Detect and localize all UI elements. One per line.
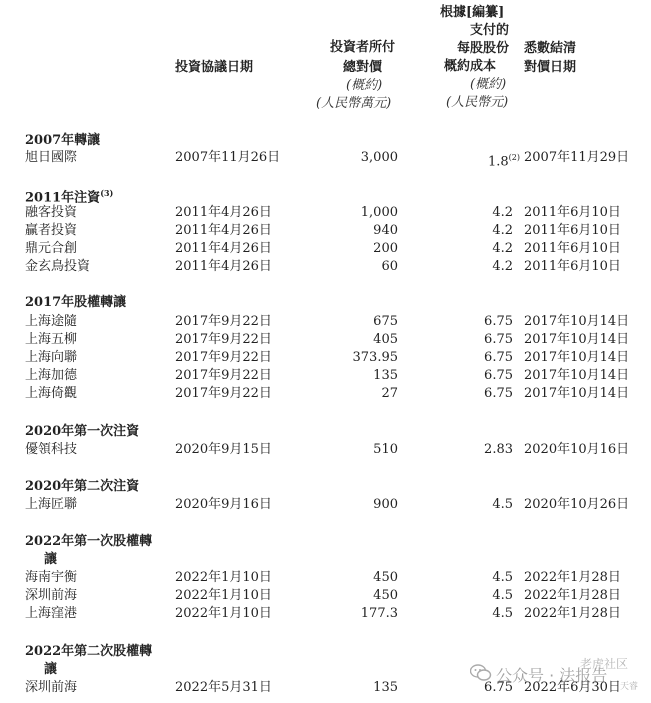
total-consideration: 27	[381, 386, 398, 401]
total-consideration: 135	[373, 680, 398, 695]
header-date: 投資協議日期	[175, 60, 254, 75]
investor-name: 上海倚觀	[25, 386, 78, 401]
total-consideration: 60	[381, 259, 398, 274]
investor-name: 優領科技	[25, 442, 78, 457]
header-total-line1: 投資者所付	[330, 40, 396, 55]
settlement-date: 2020年10月26日	[524, 497, 630, 512]
total-consideration: 373.95	[352, 350, 398, 365]
agreement-date: 2011年4月26日	[175, 259, 272, 274]
investor-name: 上海向聯	[25, 350, 78, 365]
investor-name: 上海五柳	[25, 332, 78, 347]
settlement-date: 2020年10月16日	[524, 442, 630, 457]
investor-name: 上海加德	[25, 368, 78, 383]
settlement-date: 2017年10月14日	[524, 368, 630, 383]
total-consideration: 450	[373, 570, 398, 585]
total-consideration: 450	[373, 588, 398, 603]
header-settle-line2: 對價日期	[524, 60, 577, 75]
agreement-date: 2017年9月22日	[175, 386, 272, 401]
investor-name: 上海途隨	[25, 314, 78, 329]
agreement-date: 2017年9月22日	[175, 350, 272, 365]
per-share-cost: 1.8$^{(2)}$	[487, 153, 520, 170]
agreement-date: 2017年9月22日	[175, 332, 272, 347]
per-share-cost: 4.2	[492, 205, 513, 220]
total-consideration: 900	[373, 497, 398, 512]
agreement-date: 2011年4月26日	[175, 223, 272, 238]
header-per-line5: (概約)	[470, 77, 507, 92]
header-total-line4: (人民幣萬元)	[316, 96, 392, 111]
agreement-date: 2011年4月26日	[175, 241, 272, 256]
section-title: 2007年轉讓	[25, 133, 101, 148]
watermark-community: 老虎社区	[580, 657, 629, 671]
investor-name: 深圳前海	[25, 588, 78, 603]
footnote-mark: (3)	[100, 188, 114, 198]
investor-name: 上海匠聯	[25, 497, 78, 512]
section-title: 2011年注資$^{(3)}$	[25, 188, 114, 206]
total-consideration: 135	[373, 368, 398, 383]
per-share-cost: 4.2	[492, 223, 513, 238]
agreement-date: 2020年9月16日	[175, 497, 272, 512]
agreement-date: 2020年9月15日	[175, 442, 272, 457]
per-share-cost: 2.83	[484, 442, 513, 457]
total-consideration: 1,000	[360, 205, 398, 220]
wechat-icon	[470, 663, 492, 683]
section-title: 2022年第二次股權轉	[25, 644, 153, 659]
settlement-date: 2007年11月29日	[524, 150, 630, 165]
per-share-cost: 4.5	[492, 570, 513, 585]
agreement-date: 2007年11月26日	[175, 150, 281, 165]
investor-name: 深圳前海	[25, 680, 78, 695]
section-title-continued: 讓	[44, 662, 58, 677]
total-consideration: 3,000	[360, 150, 398, 165]
investor-name: 旭日國際	[25, 150, 78, 165]
total-consideration: 940	[373, 223, 398, 238]
watermark	[470, 655, 650, 695]
per-share-cost: 6.75	[484, 314, 513, 329]
settlement-date: 2017年10月14日	[524, 386, 630, 401]
footnote-mark: (2)	[508, 153, 520, 162]
agreement-date: 2022年1月10日	[175, 588, 272, 603]
settlement-date: 2011年6月10日	[524, 259, 621, 274]
investor-name: 金玄鳥投資	[25, 259, 91, 274]
section-title: 2020年第二次注資	[25, 479, 140, 494]
investor-name: 海南宇衡	[25, 570, 78, 585]
investor-name: 鼎元合創	[25, 241, 78, 256]
agreement-date: 2022年1月10日	[175, 570, 272, 585]
settlement-date: 2011年6月10日	[524, 205, 621, 220]
settlement-date: 2017年10月14日	[524, 350, 630, 365]
per-share-cost: 4.2	[492, 259, 513, 274]
per-share-cost: 6.75	[484, 332, 513, 347]
settlement-date: 2022年1月28日	[524, 588, 621, 603]
agreement-date: 2022年1月10日	[175, 606, 272, 621]
settlement-date: 2022年1月28日	[524, 606, 621, 621]
section-title: 2020年第一次注資	[25, 424, 140, 439]
header-total-line3: (概約)	[346, 78, 383, 93]
header-per-line3: 每股股份	[457, 41, 510, 56]
agreement-date: 2017年9月22日	[175, 314, 272, 329]
total-consideration: 200	[373, 241, 398, 256]
settlement-date: 2022年1月28日	[524, 570, 621, 585]
section-title: 2017年股權轉讓	[25, 295, 127, 310]
investor-name: 融客投資	[25, 205, 78, 220]
settlement-date: 2011年6月10日	[524, 223, 621, 238]
header-settle-line1: 悉數結清	[524, 41, 577, 56]
per-share-cost: 6.75	[484, 350, 513, 365]
agreement-date: 2017年9月22日	[175, 368, 272, 383]
header-total-line2: 總對價	[343, 60, 383, 75]
settlement-date: 2017年10月14日	[524, 314, 630, 329]
settlement-date: 2022年6月30日	[524, 680, 621, 695]
per-share-cost: 6.75	[484, 386, 513, 401]
settlement-date: 2017年10月14日	[524, 332, 630, 347]
per-share-cost: 4.2	[492, 241, 513, 256]
investor-name: 贏者投資	[25, 223, 78, 238]
per-share-cost: 4.5	[492, 497, 513, 512]
total-consideration: 675	[373, 314, 398, 329]
header-per-line1: 根據[編纂]	[440, 5, 505, 20]
section-title-continued: 讓	[44, 552, 58, 567]
agreement-date: 2022年5月31日	[175, 680, 272, 695]
section-title: 2022年第一次股權轉	[25, 534, 153, 549]
per-share-cost: 6.75	[484, 680, 513, 695]
watermark-label: 公众号 · 法报告	[496, 666, 608, 685]
header-per-line4: 概約成本	[444, 59, 497, 74]
header-per-line6: (人民幣元)	[446, 95, 509, 110]
agreement-date: 2011年4月26日	[175, 205, 272, 220]
per-share-cost: 6.75	[484, 368, 513, 383]
total-consideration: 405	[373, 332, 398, 347]
investor-name: 上海窪港	[25, 606, 78, 621]
header-per-line2: 支付的	[470, 23, 510, 38]
per-share-cost: 4.5	[492, 588, 513, 603]
total-consideration: 510	[373, 442, 398, 457]
settlement-date: 2011年6月10日	[524, 241, 621, 256]
per-share-cost: 4.5	[492, 606, 513, 621]
total-consideration: 177.3	[360, 606, 398, 621]
watermark-small: 天睿	[620, 682, 639, 692]
